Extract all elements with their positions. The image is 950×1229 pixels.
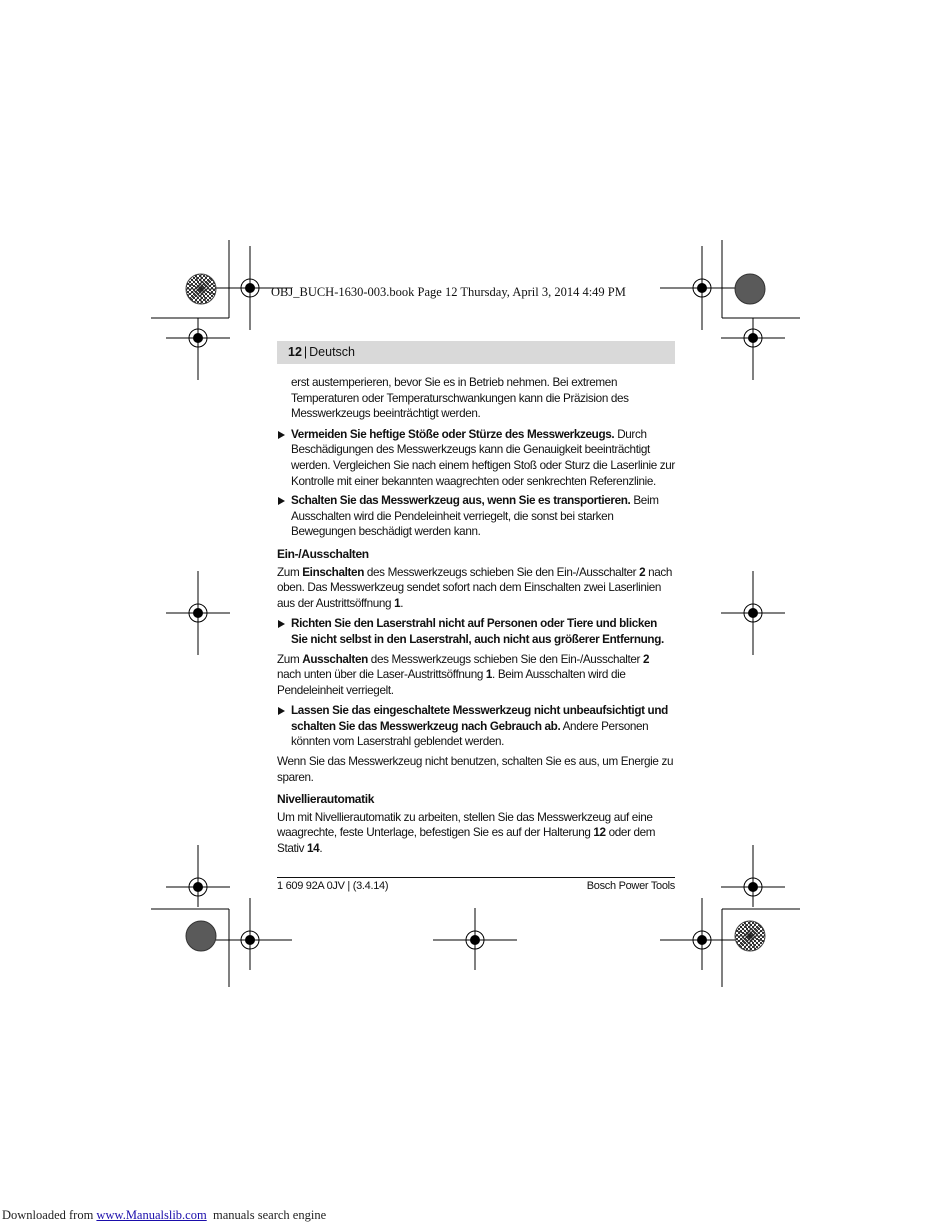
bold-run: 1 xyxy=(485,668,493,682)
bullet-bold-text: Vermeiden Sie heftige Stöße oder Stürze des Messwerkzeugs. xyxy=(291,427,615,441)
bold-run: 2 xyxy=(639,565,646,579)
manualslib-link[interactable]: www.Manualslib.com xyxy=(96,1208,207,1222)
bold-run: Ausschalten xyxy=(302,652,368,666)
bold-run: 14 xyxy=(307,842,320,856)
registration-mark-bottom-center xyxy=(433,908,517,970)
text-run: . Beim Ausschalten wird die Pendeleinheit verriegelt. xyxy=(277,668,626,697)
registration-mark-left-lower xyxy=(166,845,230,907)
page-content xyxy=(277,375,675,862)
text-run: Um mit Nivellierautomatik zu arbeiten, stellen Sie das Messwerkzeug auf eine waagrechte, feste Unterlage, befestigen Sie es auf der Halterung xyxy=(277,810,653,840)
bold-run: Einschalten xyxy=(302,565,364,579)
header-separator: | xyxy=(303,345,308,359)
page-number: 12 xyxy=(288,345,302,359)
paragraph-switch-off xyxy=(277,652,675,699)
bullet-bold-text: Lassen Sie das eingeschaltete Messwerkzeug nicht unbeaufsichtigt und schalten Sie das Messwerkzeug nach Gebrauch ab. xyxy=(291,704,668,733)
registration-mark-left-upper xyxy=(166,318,230,380)
safety-bullet-transport xyxy=(277,493,675,540)
safety-bullet-impact xyxy=(277,427,675,489)
book-file-header: OBJ_BUCH-1630-003.book Page 12 Thursday, April 3, 2014 4:49 PM xyxy=(271,285,626,299)
safety-bullet-unattended xyxy=(277,703,675,750)
text-run: Zum xyxy=(277,565,303,579)
paragraph-switch-on xyxy=(277,565,675,612)
section-heading-leveling: Nivellierautomatik xyxy=(277,792,375,807)
section-heading-on-off: Ein-/Ausschalten xyxy=(277,546,369,561)
paragraph-leveling xyxy=(277,810,675,857)
paragraph-save-energy: Wenn Sie das Messwerkzeug nicht benutzen, schalten Sie es aus, um Energie zu sparen. xyxy=(277,755,674,784)
text-run: nach unten über die Laser-Austrittsöffnung xyxy=(277,668,486,682)
footer-document-code: 1 609 92A 0JV | (3.4.14) xyxy=(277,880,389,892)
triangle-bullet-icon xyxy=(278,620,285,628)
bold-run: 2 xyxy=(642,652,650,666)
download-suffix: manuals search engine xyxy=(206,1208,327,1222)
registration-mark-right-middle xyxy=(721,571,785,655)
text-run: nach oben. Das Messwerkzeug sendet sofort nach dem Einschalten zwei Laserlinien aus der Austrittsöffnung xyxy=(277,565,673,610)
bullet-text: Beim Ausschalten wird die Pendeleinheit verriegelt, die sonst bei starken Bewegungen beschädigt werden kann. xyxy=(291,494,659,539)
text-run: oder dem Stativ xyxy=(277,826,656,856)
download-prefix: Downloaded from xyxy=(2,1208,97,1222)
registration-mark-right-upper xyxy=(721,318,785,380)
footer-brand: Bosch Power Tools xyxy=(586,880,675,892)
intro-paragraph: erst austemperieren, bevor Sie es in Betrieb nehmen. Bei extremen Temperaturen oder Temperaturschwankungen kann die Präzision des Messwerkzeugs beeinträchtigt werden. xyxy=(291,376,629,421)
bold-run: 1 xyxy=(394,596,401,610)
registration-mark-right-lower xyxy=(721,845,785,907)
download-notice xyxy=(2,1208,326,1223)
star-target-top-left xyxy=(186,274,216,304)
bullet-text: Durch Beschädigungen des Messwerkzeugs kann die Genauigkeit beeinträchtigt werden. Vergleichen Sie nach einem heftigen Stoß oder Sturz die Laserlinie zur Kontrolle mit einer bekannten waagrechten oder senkrechten Referenzlinie. xyxy=(291,427,675,488)
text-run: Zum xyxy=(277,652,303,666)
triangle-bullet-icon xyxy=(278,707,285,715)
bullet-bold-text: Richten Sie den Laserstrahl nicht auf Personen oder Tiere und blicken Sie nicht selbst in den Laserstrahl, auch nicht aus größerer Entfernung. xyxy=(291,617,664,646)
triangle-bullet-icon xyxy=(278,431,285,439)
registration-mark-left-middle xyxy=(166,571,230,655)
bullet-text: Andere Personen könnten vom Laserstrahl geblendet werden. xyxy=(291,719,649,749)
text-run: des Messwerkzeugs schieben Sie den Ein-/Ausschalter xyxy=(367,652,643,666)
gray-target-bottom-left xyxy=(186,921,216,951)
text-run: des Messwerkzeugs schieben Sie den Ein-/Ausschalter xyxy=(363,565,640,579)
gray-target-top-right xyxy=(735,274,765,304)
safety-bullet-laser xyxy=(277,616,675,647)
text-run: . xyxy=(400,596,404,610)
header-language: Deutsch xyxy=(309,345,356,359)
text-run: . xyxy=(319,842,323,856)
star-target-bottom-right xyxy=(735,921,765,951)
footer-rule xyxy=(277,877,675,878)
running-header xyxy=(277,341,675,364)
registration-mark-top-right xyxy=(660,246,744,330)
bullet-bold-text: Schalten Sie das Messwerkzeug aus, wenn Sie es transportieren. xyxy=(291,494,631,508)
bold-run: 12 xyxy=(593,826,606,840)
triangle-bullet-icon xyxy=(278,497,285,505)
